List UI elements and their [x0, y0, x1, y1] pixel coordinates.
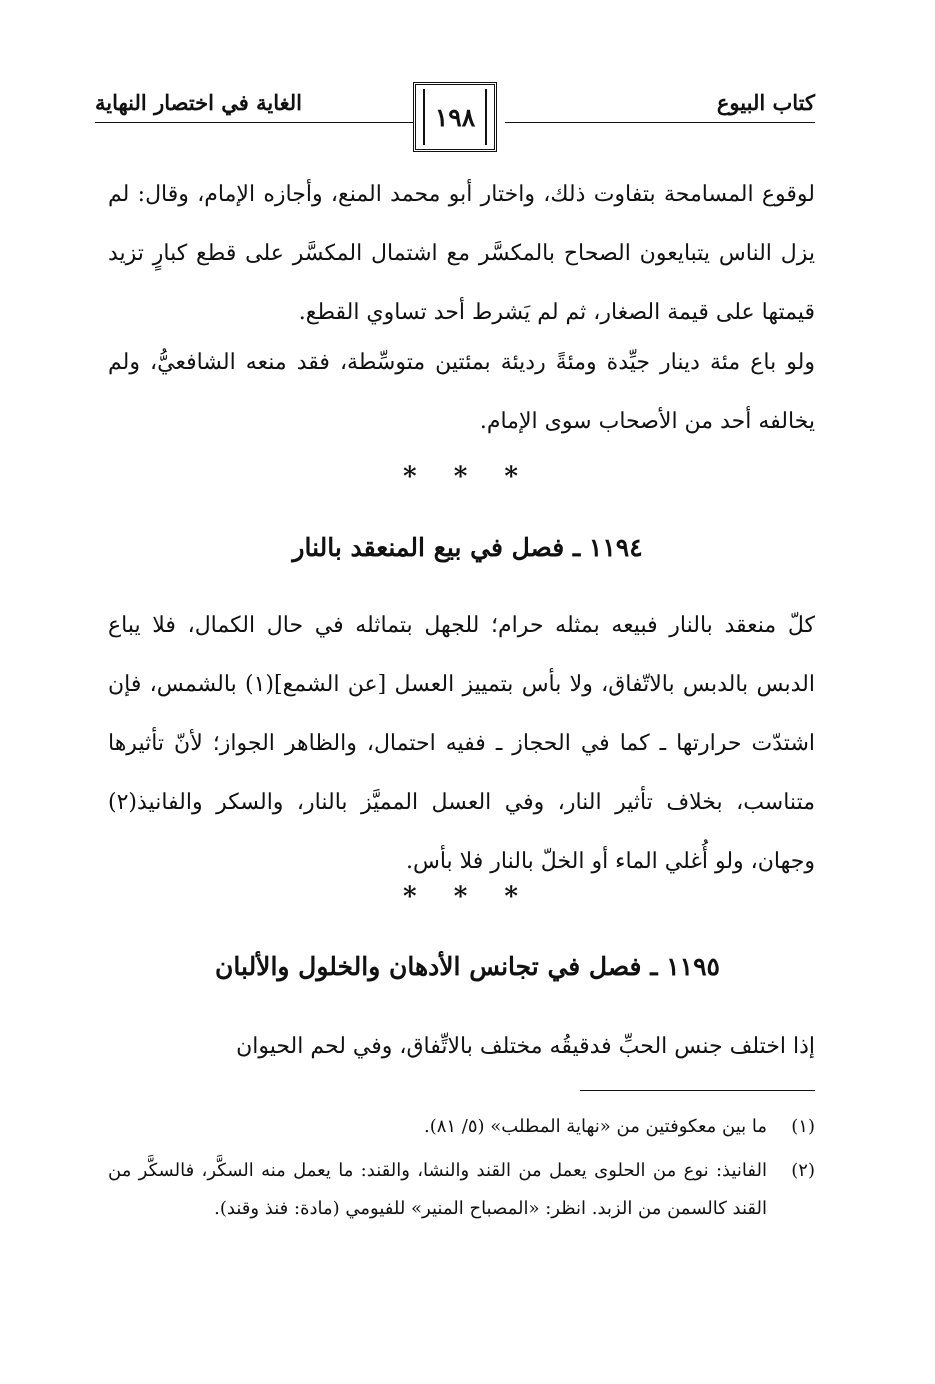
- chapter-title: كتاب البيوع: [716, 90, 815, 115]
- footnote-number: (١): [791, 1116, 815, 1137]
- footnote-text: الفانيذ: نوع من الحلوى يعمل من القند والنشا، والقند: ما يعمل منه السكَّر، فالسكَّر من القند كالسمن من الزبد. انظر: «المصباح المنير» للفيومي (مادة: فنذ وقند).: [108, 1160, 767, 1219]
- paragraph-3: كلّ منعقد بالنار فبيعه بمثله حرام؛ للجهل بتماثله في حال الكمال، فلا يباع الدبس بالدبس بالاتّفاق، ولا بأس بتمييز العسل [عن الشمع](١) بالشمس، فإن اشتدّت حرارتها ـ كما في الحجاز ـ ففيه احتمال، والظاهر الجواز؛ لأنّ تأثيرها متناسب، بخلاف تأثير النار، وفي العسل المميَّز بالنار، والسكر والفانيذ(٢) وجهان، ولو أُغلي الماء أو الخلّ بالنار فلا بأس.: [108, 613, 816, 874]
- footnote-divider: [580, 1090, 815, 1091]
- section-separator: * * *: [403, 882, 532, 912]
- footnote-text: ما بين معكوفتين من «نهاية المطلب» (٥/ ٨١).: [423, 1116, 767, 1137]
- header-rule-right: [505, 122, 815, 123]
- footnotes: [108, 1108, 815, 1234]
- page-number: ١٩٨: [423, 89, 487, 145]
- section-heading-1194: ١١٩٤ ـ فصل في بيع المنعقد بالنار: [292, 533, 643, 562]
- footnote-number: (٢): [791, 1160, 815, 1181]
- section-separator: * * *: [403, 462, 532, 492]
- footnote-1: [108, 1108, 815, 1146]
- section-heading-1195: ١١٩٥ ـ فصل في تجانس الأدهان والخلول والألبان: [215, 952, 720, 981]
- page-number-box: [413, 82, 497, 152]
- paragraph-4: إذا اختلف جنس الحبِّ فدقيقُه مختلف بالاتِّفاق، وفي لحم الحيوان: [236, 1034, 815, 1059]
- header-rule-left: [95, 122, 413, 123]
- page-header: [95, 82, 815, 152]
- footnote-2: [108, 1152, 815, 1228]
- paragraph-2: ولو باع مئة دينار جيِّدة ومئةً رديئة بمئتين متوسِّطة، فقد منعه الشافعيُّ، ولم يخالفه أحد من الأصحاب سوى الإمام.: [108, 350, 815, 434]
- book-title: الغاية في اختصار النهاية: [95, 90, 302, 115]
- paragraph-1: لوقوع المسامحة بتفاوت ذلك، واختار أبو محمد المنع، وأجازه الإمام، وقال: لم يزل الناس يتبايعون الصحاح بالمكسَّر مع اشتمال المكسَّر على قطع كبارٍ تزيد قيمتها على قيمة الصغار، ثم لم يَشرط أحد تساوي القطع.: [108, 182, 815, 325]
